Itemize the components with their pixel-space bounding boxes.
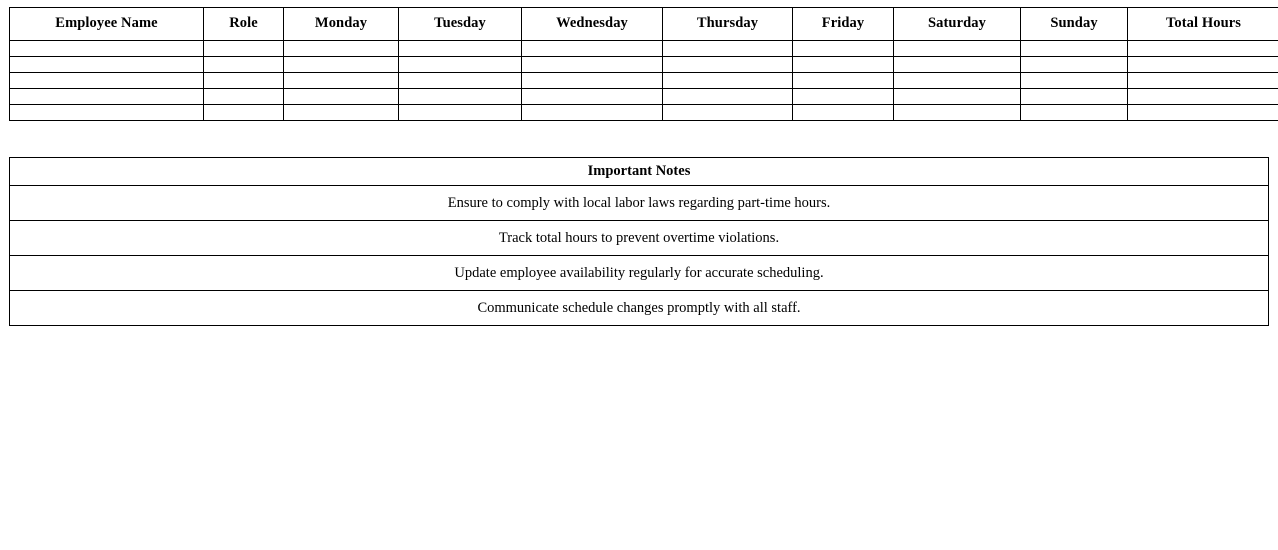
cell-employee-name[interactable]: [10, 105, 204, 121]
cell-wednesday[interactable]: [522, 57, 663, 73]
notes-table-body: [10, 186, 1269, 326]
column-header-saturday: Saturday: [894, 8, 1021, 41]
cell-role[interactable]: [204, 105, 284, 121]
table-row[interactable]: [10, 41, 1278, 57]
note-text-2: Track total hours to prevent overtime violations.: [10, 221, 1269, 256]
cell-friday[interactable]: [793, 89, 894, 105]
cell-saturday[interactable]: [894, 41, 1021, 57]
cell-thursday[interactable]: [663, 105, 793, 121]
cell-friday[interactable]: [793, 73, 894, 89]
cell-saturday[interactable]: [894, 105, 1021, 121]
cell-monday[interactable]: [284, 73, 399, 89]
cell-wednesday[interactable]: [522, 89, 663, 105]
cell-employee-name[interactable]: [10, 57, 204, 73]
cell-wednesday[interactable]: [522, 73, 663, 89]
notes-header-row: [10, 158, 1269, 186]
cell-wednesday[interactable]: [522, 105, 663, 121]
note-text-3: Update employee availability regularly for accurate scheduling.: [10, 256, 1269, 291]
list-item: [10, 291, 1269, 326]
notes-title: Important Notes: [10, 158, 1269, 186]
schedule-table-head: [10, 8, 1278, 41]
cell-monday[interactable]: [284, 89, 399, 105]
cell-tuesday[interactable]: [399, 105, 522, 121]
cell-total-hours[interactable]: [1128, 105, 1278, 121]
cell-monday[interactable]: [284, 41, 399, 57]
cell-sunday[interactable]: [1021, 57, 1128, 73]
employee-schedule-table-container: [9, 7, 1269, 121]
cell-tuesday[interactable]: [399, 73, 522, 89]
cell-thursday[interactable]: [663, 41, 793, 57]
cell-employee-name[interactable]: [10, 73, 204, 89]
cell-sunday[interactable]: [1021, 105, 1128, 121]
column-header-tuesday: Tuesday: [399, 8, 522, 41]
table-row[interactable]: [10, 89, 1278, 105]
table-row[interactable]: [10, 105, 1278, 121]
cell-friday[interactable]: [793, 41, 894, 57]
note-text-1: Ensure to comply with local labor laws regarding part-time hours.: [10, 186, 1269, 221]
cell-friday[interactable]: [793, 105, 894, 121]
cell-tuesday[interactable]: [399, 89, 522, 105]
column-header-role: Role: [204, 8, 284, 41]
notes-table-head: [10, 158, 1269, 186]
cell-saturday[interactable]: [894, 89, 1021, 105]
cell-monday[interactable]: [284, 105, 399, 121]
column-header-friday: Friday: [793, 8, 894, 41]
column-header-monday: Monday: [284, 8, 399, 41]
table-row[interactable]: [10, 73, 1278, 89]
cell-thursday[interactable]: [663, 57, 793, 73]
cell-role[interactable]: [204, 89, 284, 105]
cell-wednesday[interactable]: [522, 41, 663, 57]
note-text-4: Communicate schedule changes promptly with all staff.: [10, 291, 1269, 326]
schedule-header-row: [10, 8, 1278, 41]
column-header-employee-name: Employee Name: [10, 8, 204, 41]
cell-sunday[interactable]: [1021, 89, 1128, 105]
column-header-sunday: Sunday: [1021, 8, 1128, 41]
cell-saturday[interactable]: [894, 73, 1021, 89]
column-header-total-hours: Total Hours: [1128, 8, 1278, 41]
list-item: [10, 256, 1269, 291]
column-header-thursday: Thursday: [663, 8, 793, 41]
cell-role[interactable]: [204, 41, 284, 57]
cell-sunday[interactable]: [1021, 41, 1128, 57]
cell-employee-name[interactable]: [10, 89, 204, 105]
cell-monday[interactable]: [284, 57, 399, 73]
list-item: [10, 221, 1269, 256]
cell-friday[interactable]: [793, 57, 894, 73]
cell-tuesday[interactable]: [399, 41, 522, 57]
cell-total-hours[interactable]: [1128, 41, 1278, 57]
important-notes-table: [9, 157, 1269, 326]
cell-thursday[interactable]: [663, 89, 793, 105]
table-row[interactable]: [10, 57, 1278, 73]
cell-role[interactable]: [204, 57, 284, 73]
cell-role[interactable]: [204, 73, 284, 89]
list-item: [10, 186, 1269, 221]
cell-total-hours[interactable]: [1128, 89, 1278, 105]
cell-sunday[interactable]: [1021, 73, 1128, 89]
cell-thursday[interactable]: [663, 73, 793, 89]
schedule-table-body: [10, 41, 1278, 121]
important-notes-table-container: [9, 157, 1269, 326]
cell-saturday[interactable]: [894, 57, 1021, 73]
employee-schedule-table: [9, 7, 1278, 121]
column-header-wednesday: Wednesday: [522, 8, 663, 41]
cell-employee-name[interactable]: [10, 41, 204, 57]
cell-tuesday[interactable]: [399, 57, 522, 73]
cell-total-hours[interactable]: [1128, 73, 1278, 89]
cell-total-hours[interactable]: [1128, 57, 1278, 73]
